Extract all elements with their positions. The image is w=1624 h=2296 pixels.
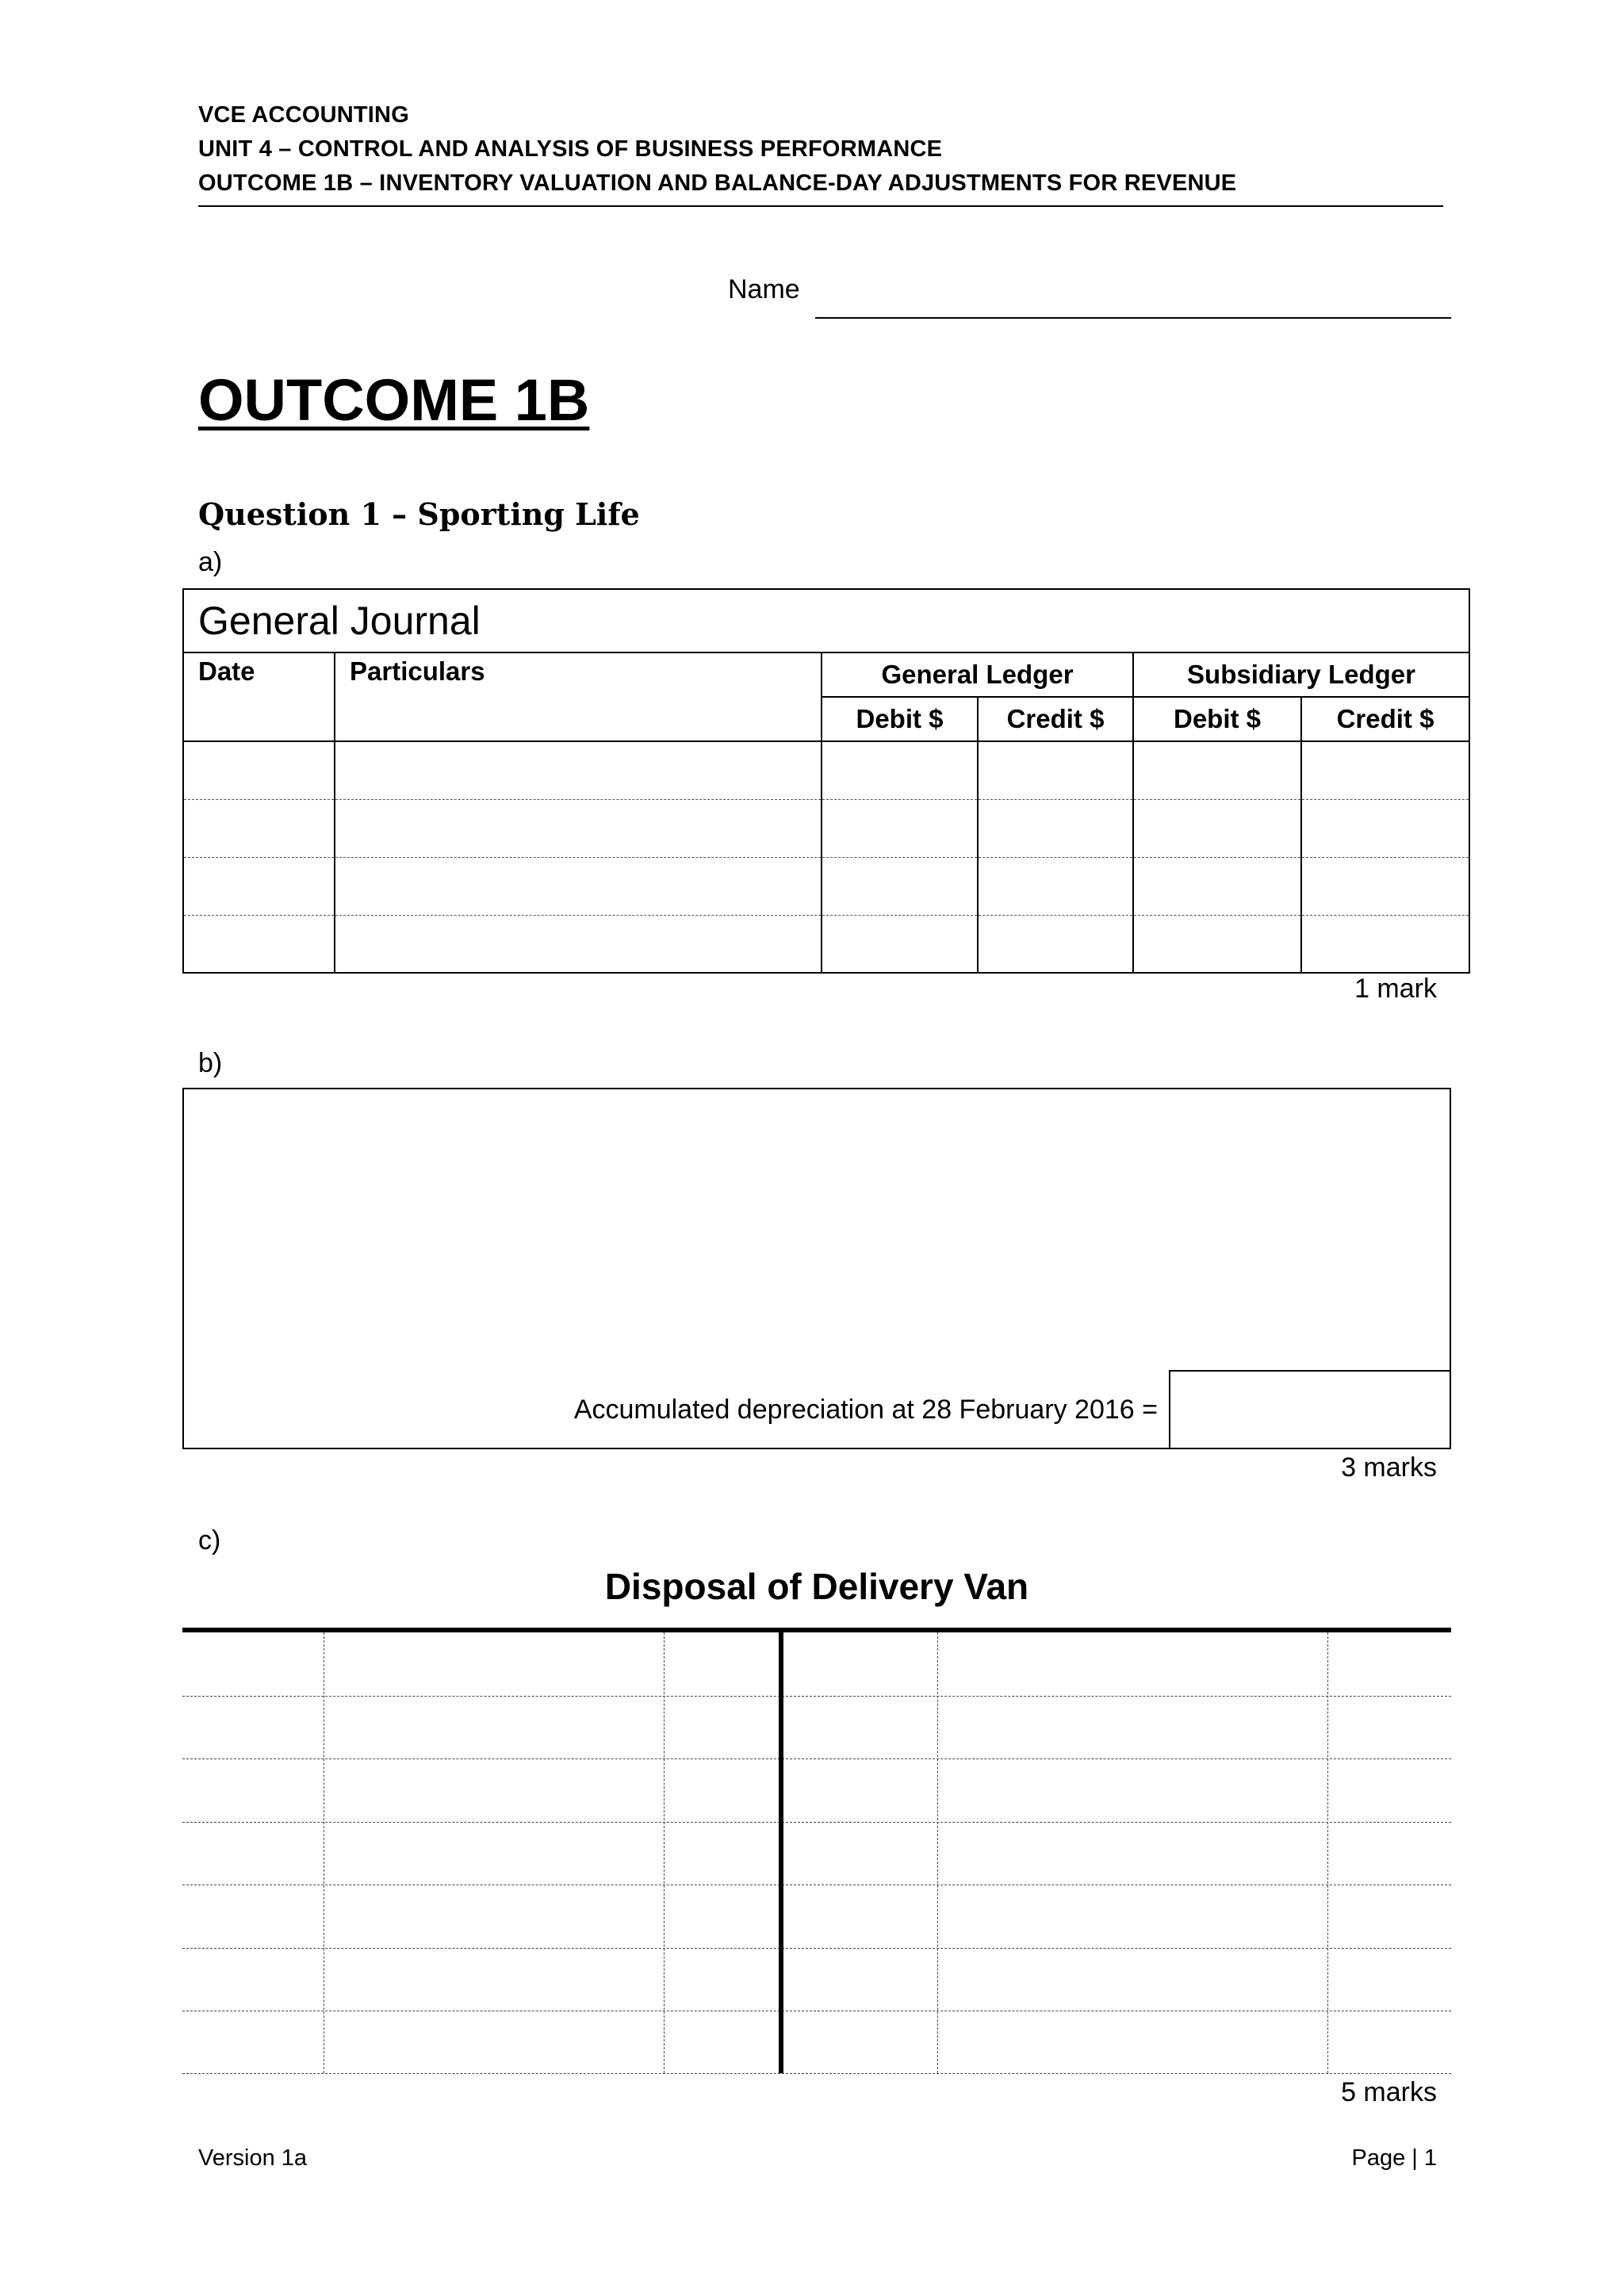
document-header (198, 98, 1443, 207)
gl-debit-cell[interactable] (822, 741, 978, 799)
header-outcome: OUTCOME 1B – INVENTORY VALUATION AND BALANCE-DAY ADJUSTMENTS FOR REVENUE (198, 170, 1237, 196)
sl-credit-cell[interactable] (1301, 799, 1469, 857)
sl-debit-cell[interactable] (1133, 799, 1301, 857)
t-account-col-line (937, 1632, 938, 2073)
t-account-row-line (182, 1822, 1451, 1823)
t-account-col-line (1327, 1632, 1328, 2073)
gl-debit-cell[interactable] (822, 857, 978, 915)
t-account[interactable] (182, 1628, 1451, 2073)
col-particulars-header: Particulars (335, 652, 822, 741)
part-b-answer-box[interactable] (182, 1088, 1451, 1449)
col-date-header: Date (183, 652, 335, 741)
sl-debit-cell[interactable] (1133, 741, 1301, 799)
accumulated-depreciation-answer[interactable] (1169, 1370, 1451, 1449)
journal-title: General Journal (183, 589, 1469, 652)
t-account-col-line (664, 1632, 665, 2073)
sl-debit-header: Debit $ (1133, 697, 1301, 741)
name-field[interactable] (815, 317, 1451, 319)
date-cell[interactable] (183, 915, 335, 973)
date-cell[interactable] (183, 857, 335, 915)
particulars-cell[interactable] (335, 741, 822, 799)
gl-credit-cell[interactable] (978, 857, 1133, 915)
gl-debit-cell[interactable] (822, 915, 978, 973)
header-unit: UNIT 4 – CONTROL AND ANALYSIS OF BUSINESS PERFORMANCE (198, 136, 943, 162)
t-account-row-line (182, 1696, 1451, 1697)
gl-credit-cell[interactable] (978, 915, 1133, 973)
header-subject: VCE ACCOUNTING (198, 102, 409, 128)
t-account-row-line (182, 1758, 1451, 1759)
particulars-cell[interactable] (335, 857, 822, 915)
outcome-title: OUTCOME 1B (198, 367, 590, 433)
part-a-marks: 1 mark (1354, 974, 1437, 1004)
t-account-row-line (182, 2073, 1451, 2074)
gl-credit-cell[interactable] (978, 799, 1133, 857)
accumulated-depreciation-label: Accumulated depreciation at 28 February 2016 = (573, 1395, 1158, 1425)
question-title: Question 1 – Sporting Life (198, 496, 640, 532)
particulars-cell[interactable] (335, 799, 822, 857)
part-a-label: a) (198, 547, 223, 577)
part-b-marks: 3 marks (1341, 1452, 1437, 1483)
sl-credit-header: Credit $ (1301, 697, 1469, 741)
part-c-marks: 5 marks (1341, 2077, 1437, 2107)
journal-row (183, 741, 1469, 799)
part-b-label: b) (198, 1048, 223, 1078)
t-account-divider (779, 1632, 783, 2073)
journal-row (183, 857, 1469, 915)
part-c-label: c) (198, 1525, 221, 1556)
gl-debit-cell[interactable] (822, 799, 978, 857)
journal-row (183, 799, 1469, 857)
sl-credit-cell[interactable] (1301, 915, 1469, 973)
sl-debit-cell[interactable] (1133, 857, 1301, 915)
general-ledger-header: General Ledger (822, 652, 1133, 697)
gl-credit-header: Credit $ (978, 697, 1133, 741)
sl-credit-cell[interactable] (1301, 857, 1469, 915)
particulars-cell[interactable] (335, 915, 822, 973)
t-account-row-line (182, 1948, 1451, 1949)
gl-debit-header: Debit $ (822, 697, 978, 741)
t-account-title: Disposal of Delivery Van (604, 1566, 1029, 1607)
footer-version: Version 1a (198, 2145, 308, 2171)
date-cell[interactable] (183, 799, 335, 857)
date-cell[interactable] (183, 741, 335, 799)
subsidiary-ledger-header: Subsidiary Ledger (1133, 652, 1469, 697)
gl-credit-cell[interactable] (978, 741, 1133, 799)
sl-credit-cell[interactable] (1301, 741, 1469, 799)
footer-page-number: Page | 1 (1351, 2145, 1437, 2171)
name-label: Name (728, 274, 800, 304)
general-journal-table (182, 588, 1470, 974)
journal-row (183, 915, 1469, 973)
sl-debit-cell[interactable] (1133, 915, 1301, 973)
